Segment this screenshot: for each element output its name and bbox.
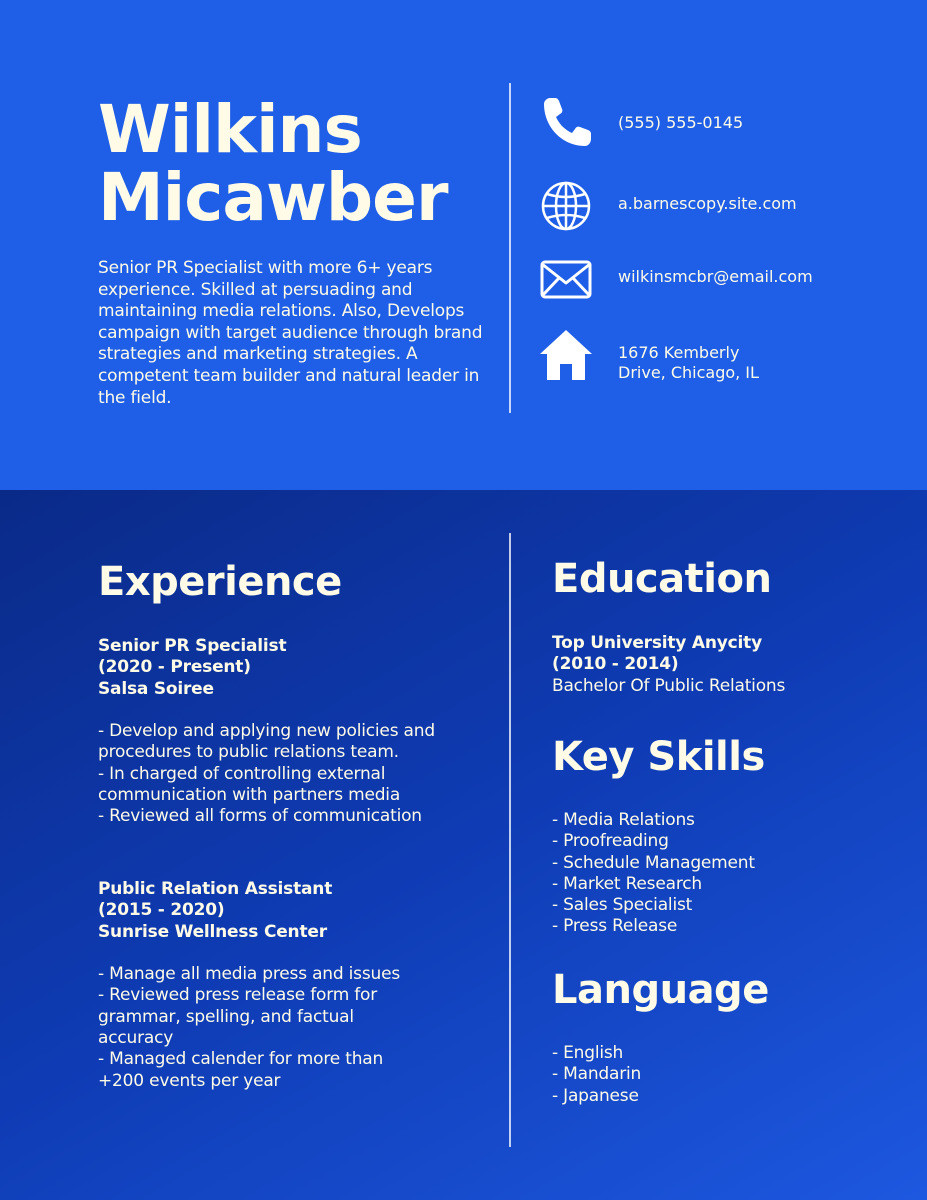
language-item: - Japanese [552, 1085, 639, 1106]
phone-icon [538, 96, 594, 152]
job-duty-line: accuracy [98, 1028, 174, 1049]
job-duty-line: - Manage all media press and issues [98, 964, 400, 985]
job-duty-line: communication with partners media [98, 785, 401, 806]
globe-icon [538, 178, 594, 234]
experience-heading: Experience [98, 559, 342, 605]
language-item: - English [552, 1043, 624, 1063]
skills-list [552, 810, 912, 938]
first-name: Wilkins [98, 91, 362, 168]
skill-item: - Market Research [552, 873, 702, 894]
skills-heading: Key Skills [552, 734, 765, 780]
skill-item: - Media Relations [552, 810, 695, 830]
address [618, 343, 868, 383]
job-entry-1 [98, 636, 498, 828]
language-heading: Language [552, 967, 769, 1013]
job-entry-2 [98, 879, 498, 1092]
phone-number: (555) 555-0145 [618, 113, 744, 132]
address-line-1: 1676 Kemberly [618, 343, 740, 362]
website-link[interactable]: a.barnescopy.site.com [618, 194, 797, 213]
profile-summary: Senior PR Specialist with more 6+ years experience. Skilled at persuading and maintaining media relations. Also, Develops campaign with target audience through brand strategies and marketing strategies. A competent team builder and natural leader in the field. [98, 258, 483, 408]
job-duty-line: procedures to public relations team. [98, 742, 399, 763]
education-period: (2010 - 2014) [552, 654, 679, 675]
language-item: - Mandarin [552, 1064, 642, 1085]
address-line-2: Drive, Chicago, IL [618, 363, 759, 382]
skill-item: - Proofreading [552, 831, 669, 852]
email-address[interactable]: wilkinsmcbr@email.com [618, 267, 813, 286]
education-entry [552, 633, 912, 697]
job-duty-line: - Develop and applying new policies and [98, 721, 435, 742]
header-divider [509, 83, 511, 413]
job-duty-line: - Reviewed press release form for [98, 985, 378, 1006]
degree: Bachelor Of Public Relations [552, 675, 786, 696]
skill-item: - Schedule Management [552, 852, 755, 873]
job-duty-line: - Reviewed all forms of communication [98, 806, 422, 827]
job-company: Salsa Soiree [98, 678, 214, 699]
job-duty-line: - Managed calender for more than [98, 1049, 384, 1070]
body-divider [509, 533, 511, 1147]
skill-item: - Sales Specialist [552, 895, 693, 916]
house-icon [538, 326, 594, 382]
job-period: (2020 - Present) [98, 657, 251, 678]
header-section [0, 0, 927, 490]
job-period: (2015 - 2020) [98, 900, 225, 921]
job-duty-line: - In charged of controlling external [98, 763, 386, 784]
school-name: Top University Anycity [552, 633, 762, 653]
education-heading: Education [552, 556, 772, 602]
job-duty-line: +200 events per year [98, 1070, 281, 1091]
job-title: Senior PR Specialist [98, 636, 287, 656]
job-title: Public Relation Assistant [98, 879, 333, 899]
skill-item: - Press Release [552, 916, 678, 937]
job-company: Sunrise Wellness Center [98, 921, 327, 942]
last-name: Micawber [98, 159, 448, 236]
envelope-icon [538, 252, 594, 308]
language-list [552, 1043, 912, 1107]
candidate-name [98, 91, 448, 236]
job-duty-line: grammar, spelling, and factual [98, 1006, 354, 1027]
